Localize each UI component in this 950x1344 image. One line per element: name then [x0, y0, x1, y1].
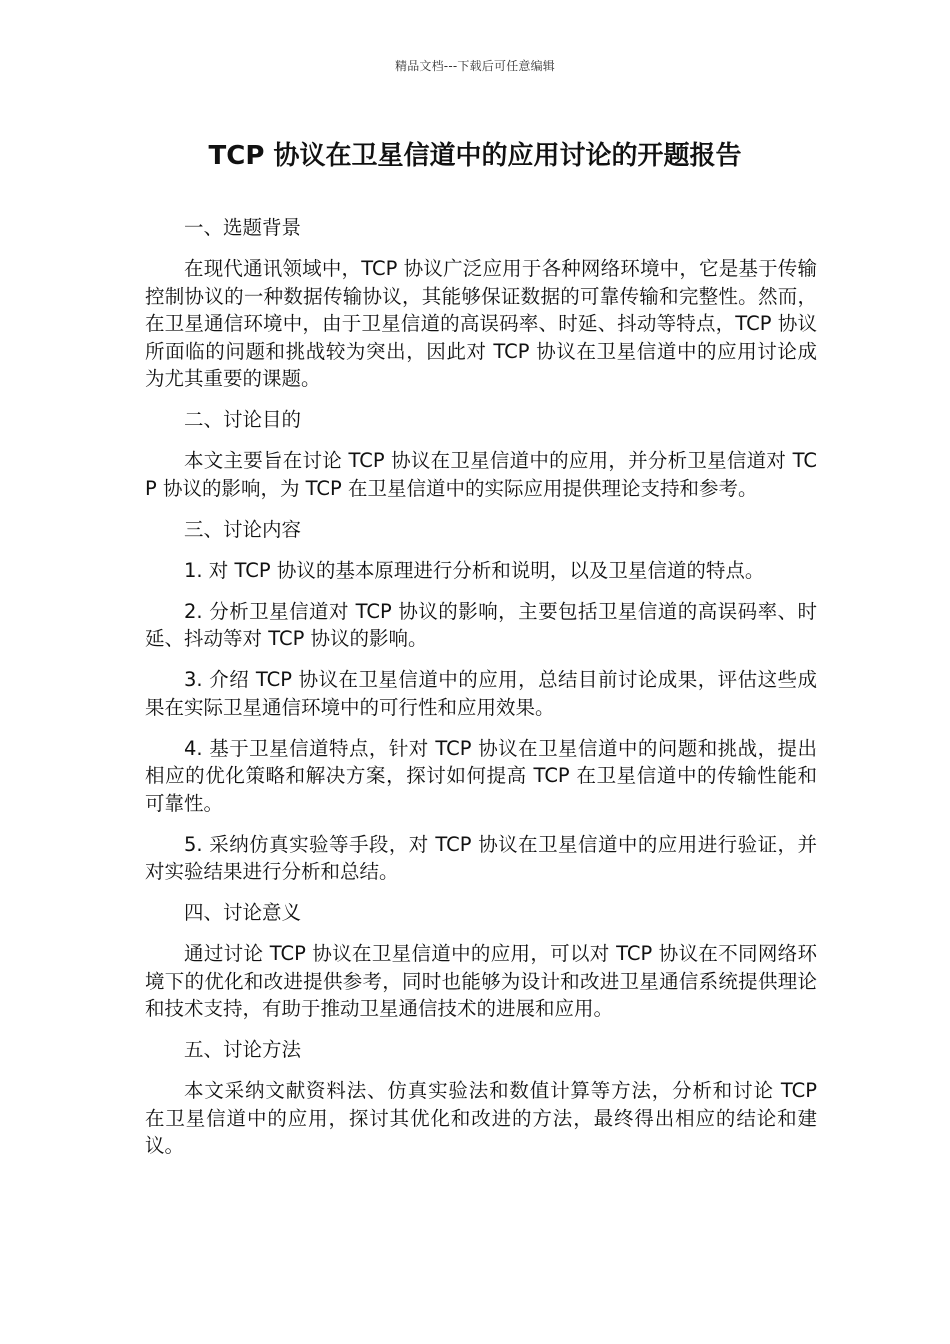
paragraph: 本文主要旨在讨论 TCP 协议在卫星信道中的应用，并分析卫星信道对 TCP 协议的影响，为 TCP 在卫星信道中的实际应用提供理论支持和参考。	[145, 449, 817, 500]
paragraph: 在现代通讯领域中，TCP 协议广泛应用于各种网络环境中，它是基于传输控制协议的一种数据传输协议，其能够保证数据的可靠传输和完整性。然而，在卫星通信环境中，由于卫星信道的高误码率、时延、抖动等特点，TCP 协议所面临的问题和挑战较为突出，因此对 TCP 协议在卫星信道中的应用讨论成为尤其重要的课题。	[145, 257, 817, 390]
list-item: 2. 分析卫星信道对 TCP 协议的影响，主要包括卫星信道的高误码率、时延、抖动等对 TCP 协议的影响。	[145, 599, 817, 650]
list-item: 5. 采纳仿真实验等手段，对 TCP 协议在卫星信道中的应用进行验证，并对实验结果进行分析和总结。	[145, 832, 817, 883]
section-heading-content: 三、讨论内容	[184, 517, 302, 541]
header-note: 精品文档---下载后可任意编辑	[395, 59, 555, 73]
list-item: 1. 对 TCP 协议的基本原理进行分析和说明，以及卫星信道的特点。	[184, 558, 765, 582]
section-heading-methods: 五、讨论方法	[184, 1038, 302, 1061]
section-heading-purpose: 二、讨论目的	[184, 408, 302, 431]
paragraph: 通过讨论 TCP 协议在卫星信道中的应用，可以对 TCP 协议在不同网络环境下的优化和改进提供参考，同时也能够为设计和改进卫星通信系统提供理论和技术支持，有助于推动卫星通信技术的进展和应用。	[145, 942, 817, 1020]
list-item: 4. 基于卫星信道特点，针对 TCP 协议在卫星信道中的问题和挑战，提出相应的优化策略和解决方案，探讨如何提高 TCP 在卫星信道中的传输性能和可靠性。	[145, 736, 817, 815]
document-title: TCP 协议在卫星信道中的应用讨论的开题报告	[208, 141, 742, 171]
section-heading-significance: 四、讨论意义	[184, 901, 302, 924]
paragraph: 本文采纳文献资料法、仿真实验法和数值计算等方法，分析和讨论 TCP 在卫星信道中的应用，探讨其优化和改进的方法，最终得出相应的结论和建议。	[145, 1079, 817, 1157]
section-heading-background: 一、选题背景	[184, 216, 302, 239]
list-item: 3. 介绍 TCP 协议在卫星信道中的应用，总结目前讨论成果，评估这些成果在实际卫星通信环境中的可行性和应用效果。	[145, 668, 817, 719]
document-body	[145, 214, 817, 1173]
